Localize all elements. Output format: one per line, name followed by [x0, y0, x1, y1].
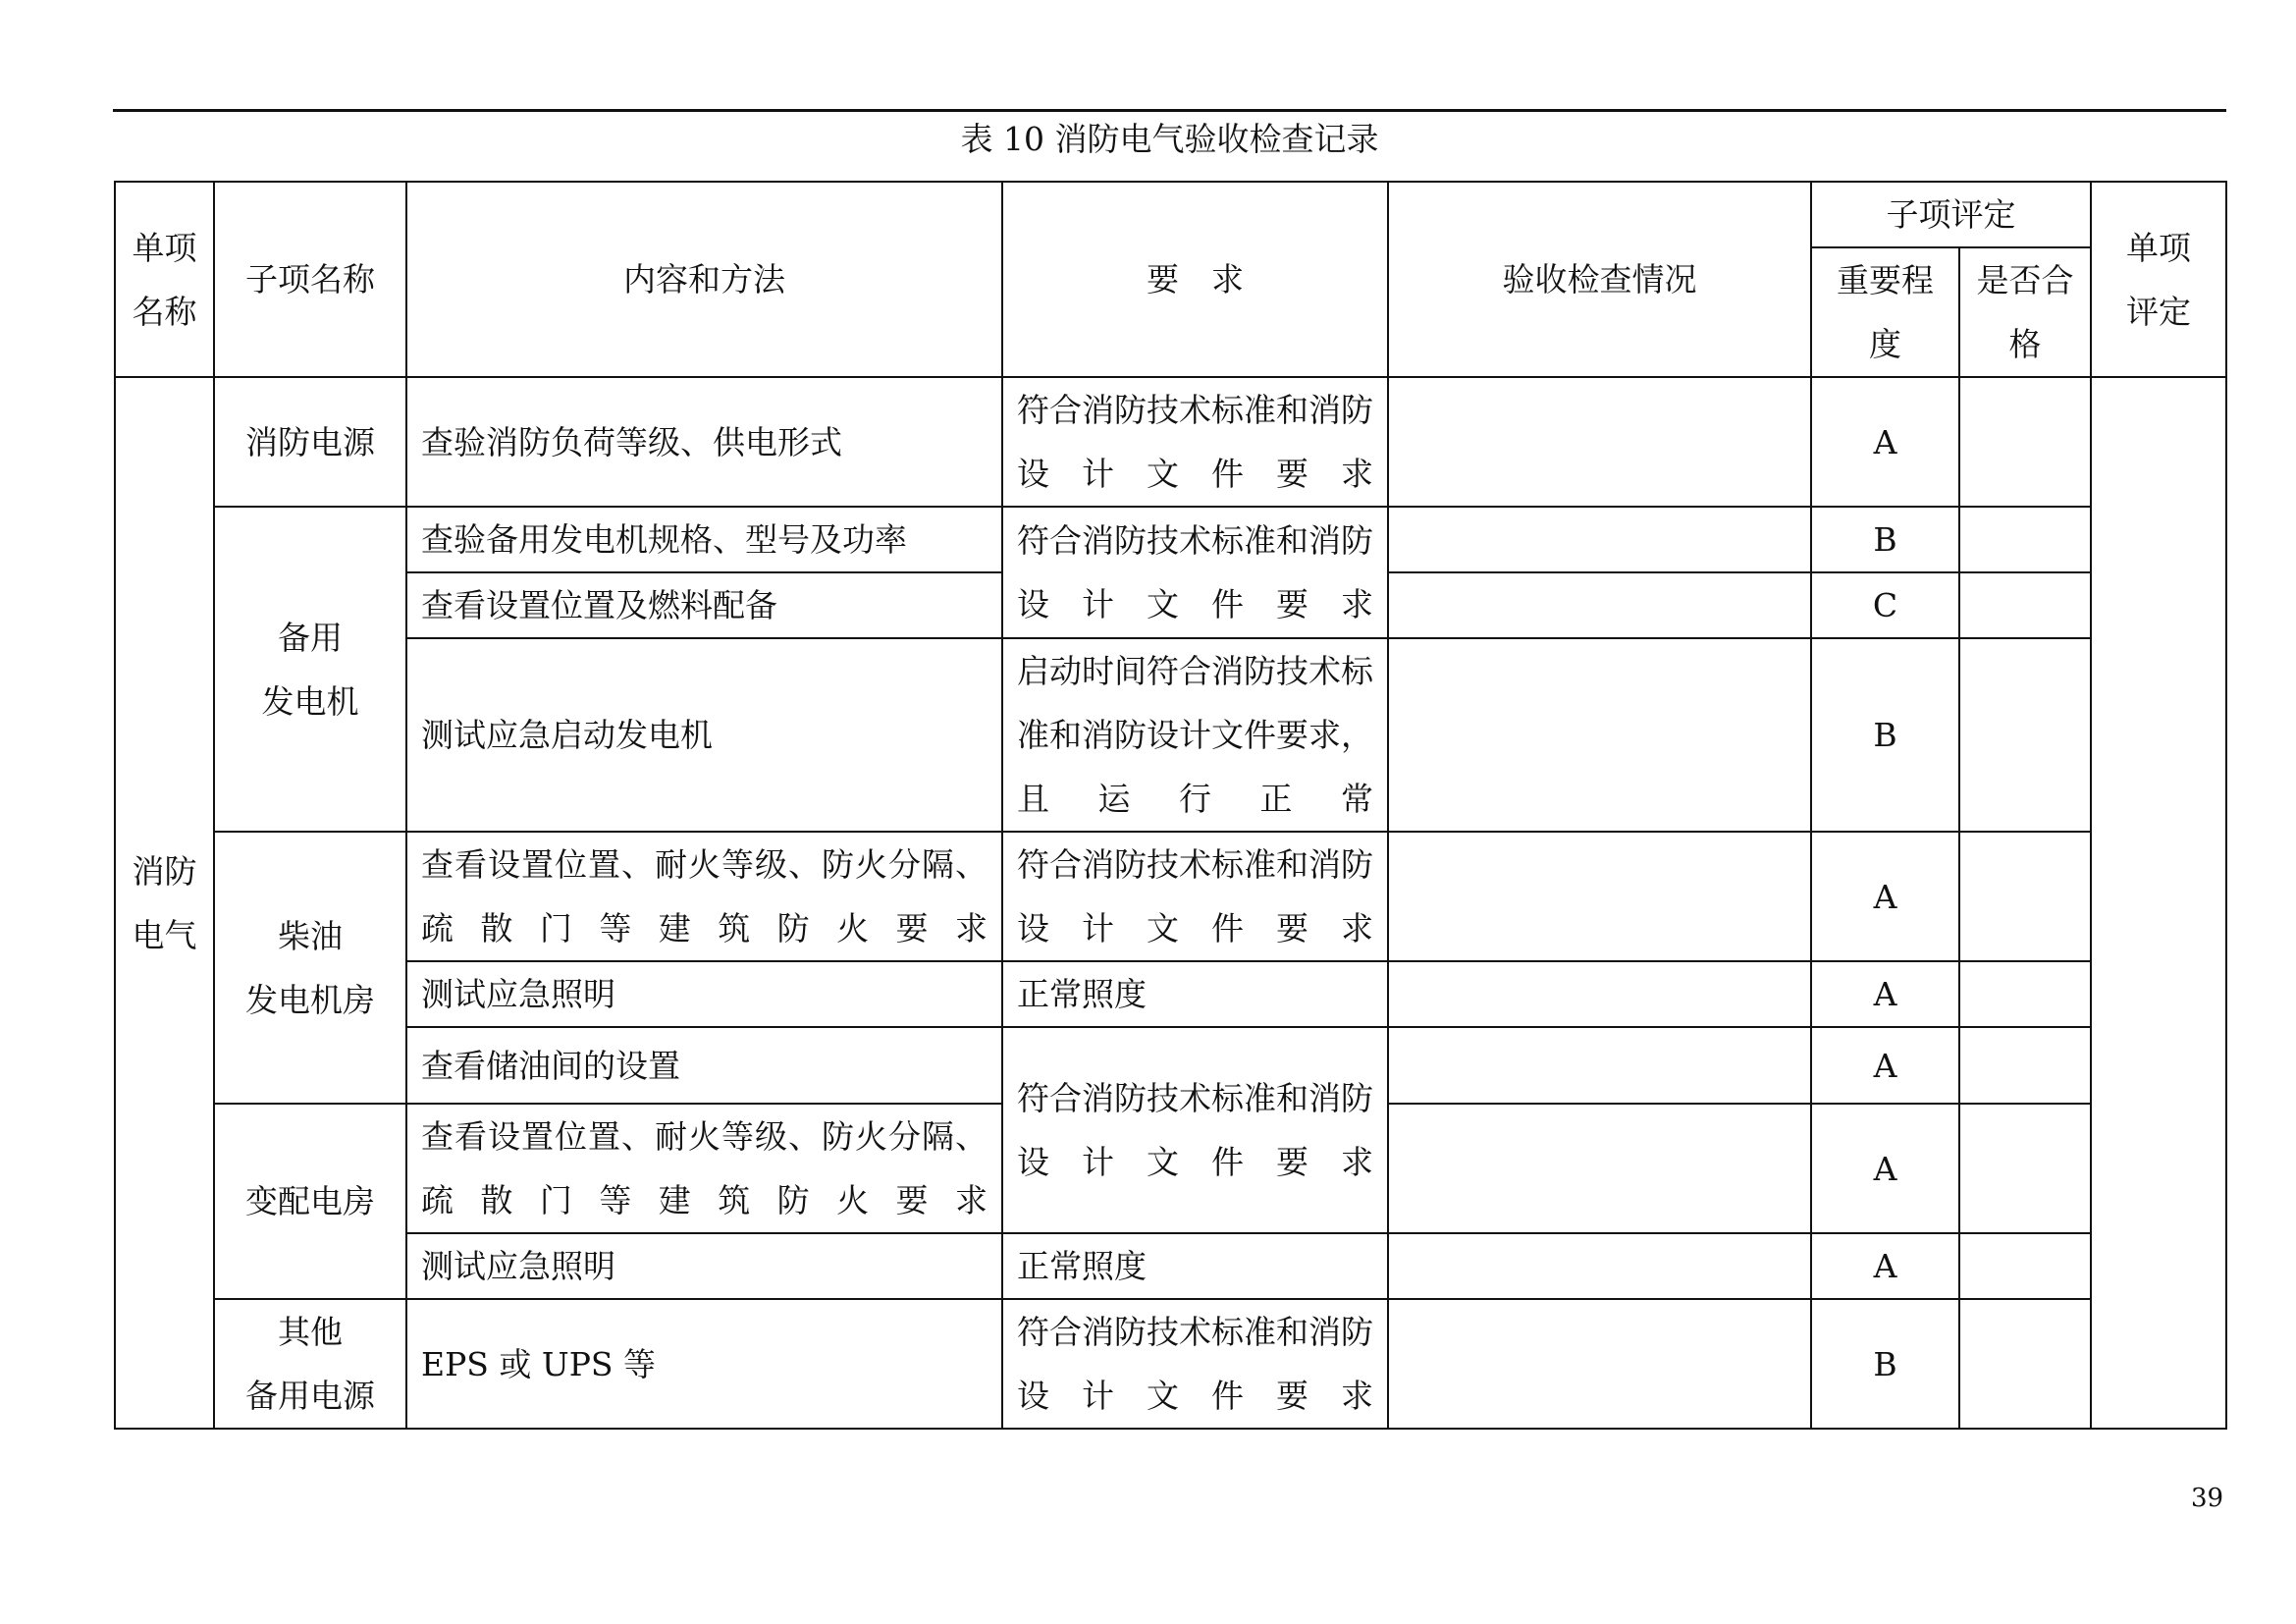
grade-cell: A [1811, 1104, 1959, 1233]
grade-cell: A [1811, 961, 1959, 1027]
content-cell: 查验备用发电机规格、型号及功率 [406, 507, 1002, 572]
qualified-cell [1959, 638, 2091, 832]
content-cell: 查验消防负荷等级、供电形式 [406, 377, 1002, 507]
requirement-cell: 正常照度 [1002, 1233, 1388, 1299]
requirement-cell: 正常照度 [1002, 961, 1388, 1027]
grade-cell: A [1811, 832, 1959, 961]
grade-cell: B [1811, 1299, 1959, 1429]
qualified-cell [1959, 377, 2091, 507]
header-inspection: 验收检查情况 [1388, 182, 1811, 377]
header-sub-name: 子项名称 [214, 182, 406, 377]
qualified-cell [1959, 1299, 2091, 1429]
grade-cell: A [1811, 1233, 1959, 1299]
content-cell: 查看设置位置及燃料配备 [406, 572, 1002, 638]
header-unit-name: 单项 名称 [115, 182, 214, 377]
inspection-cell [1388, 1027, 1811, 1104]
sub-name-cell: 柴油 发电机房 [214, 832, 406, 1104]
grade-cell: B [1811, 507, 1959, 572]
sub-name-cell: 备用 发电机 [214, 507, 406, 832]
table-row [115, 961, 2226, 1027]
content-cell: 测试应急照明 [406, 1233, 1002, 1299]
header-requirement: 要 求 [1002, 182, 1388, 377]
header-unit-eval: 单项 评定 [2091, 182, 2226, 377]
content-cell: EPS 或 UPS 等 [406, 1299, 1002, 1429]
sub-name-cell: 其他 备用电源 [214, 1299, 406, 1429]
inspection-cell [1388, 961, 1811, 1027]
requirement-cell: 符合消防技术标准和消防设计文件要求 [1002, 1027, 1388, 1233]
table-row [115, 377, 2226, 507]
header-qualified: 是否合 格 [1959, 247, 2091, 377]
table-title: 表 10 消防电气验收检查记录 [960, 120, 1379, 158]
qualified-cell [1959, 1027, 2091, 1104]
page-number: 39 [2191, 1484, 2224, 1513]
header-content-method: 内容和方法 [406, 182, 1002, 377]
qualified-cell [1959, 832, 2091, 961]
inspection-cell [1388, 572, 1811, 638]
content-cell: 查看设置位置、耐火等级、防火分隔、疏散门等建筑防火要求 [406, 832, 1002, 961]
grade-cell: C [1811, 572, 1959, 638]
qualified-cell [1959, 1104, 2091, 1233]
qualified-cell [1959, 572, 2091, 638]
qualified-cell [1959, 1233, 2091, 1299]
qualified-cell [1959, 507, 2091, 572]
sub-name-cell: 变配电房 [214, 1104, 406, 1299]
header-importance: 重要程 度 [1811, 247, 1959, 377]
inspection-cell [1388, 507, 1811, 572]
content-cell: 测试应急照明 [406, 961, 1002, 1027]
table-row [115, 1299, 2226, 1429]
content-cell: 测试应急启动发电机 [406, 638, 1002, 832]
table-row [115, 1027, 2226, 1104]
top-rule [113, 109, 2226, 112]
table-row [115, 507, 2226, 572]
requirement-cell: 启动时间符合消防技术标准和消防设计文件要求，且运行正常 [1002, 638, 1388, 832]
table-row [115, 1233, 2226, 1299]
inspection-cell [1388, 377, 1811, 507]
grade-cell: B [1811, 638, 1959, 832]
unit-eval-cell [2091, 377, 2226, 1429]
inspection-cell [1388, 638, 1811, 832]
table-row [115, 638, 2226, 832]
qualified-cell [1959, 961, 2091, 1027]
unit-name-cell: 消防 电气 [115, 377, 214, 1429]
requirement-cell: 符合消防技术标准和消防设计文件要求 [1002, 507, 1388, 638]
sub-name-cell: 消防电源 [214, 377, 406, 507]
inspection-cell [1388, 1233, 1811, 1299]
inspection-cell [1388, 832, 1811, 961]
inspection-cell [1388, 1104, 1811, 1233]
requirement-cell: 符合消防技术标准和消防设计文件要求 [1002, 1299, 1388, 1429]
grade-cell: A [1811, 377, 1959, 507]
requirement-cell: 符合消防技术标准和消防设计文件要求 [1002, 832, 1388, 961]
requirement-cell: 符合消防技术标准和消防设计文件要求 [1002, 377, 1388, 507]
inspection-record-table [114, 181, 2227, 1430]
inspection-cell [1388, 1299, 1811, 1429]
table-row [115, 832, 2226, 961]
header-sub-eval: 子项评定 [1811, 182, 2091, 247]
grade-cell: A [1811, 1027, 1959, 1104]
content-cell: 查看设置位置、耐火等级、防火分隔、疏散门等建筑防火要求 [406, 1104, 1002, 1233]
content-cell: 查看储油间的设置 [406, 1027, 1002, 1104]
